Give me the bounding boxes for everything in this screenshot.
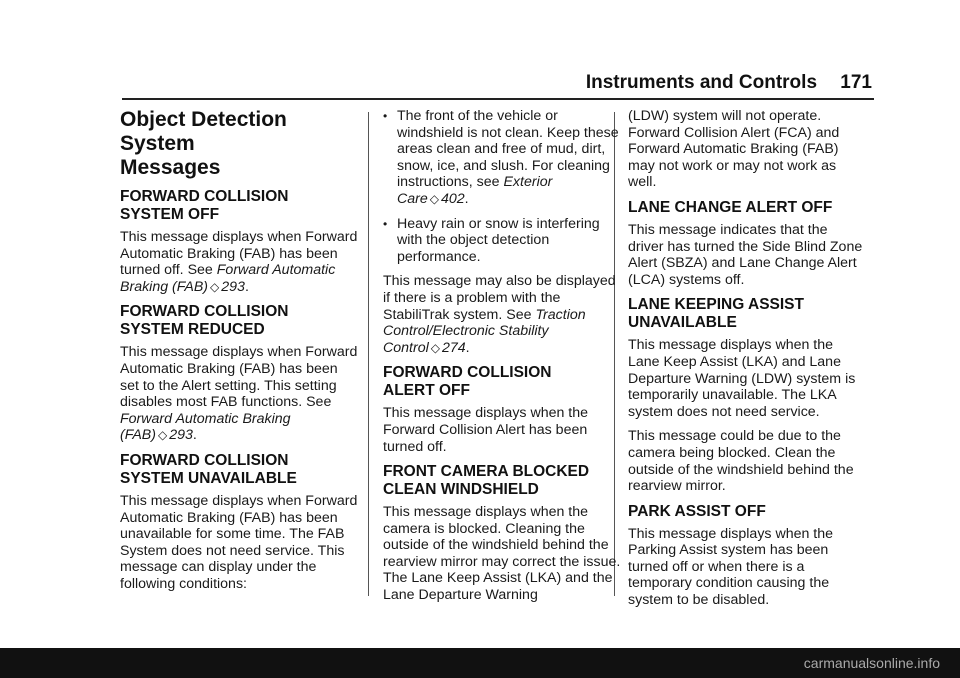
heading-park-assist-off: PARK ASSIST OFF [628,502,766,520]
para-lka-unavailable-2: This message could be due to the camera being blocked. Clean the outside of the windshield behind the rearview mirror. [628,428,854,495]
main-title: Object Detection System Messages [120,108,287,179]
page-ref[interactable]: 402 [441,190,465,207]
running-header [586,72,872,94]
list-item: • Heavy rain or snow is interfering with the object detection performance. [383,216,621,266]
page-number: 171 [840,72,872,93]
page-ref-icon: ◇ [158,428,168,443]
heading-fcs-unavailable: FORWARD COLLISION SYSTEM UNAVAILABLE [120,451,297,487]
section-title: Instruments and Controls [585,72,818,93]
para-lane-change-alert-off: This message indicates that the driver has turned the Side Blind Zone Alert (SBZA) and Lane Change Alert (LCA) systems off. [628,221,863,288]
page-ref[interactable]: 274 [441,339,466,356]
list-item: • The front of the vehicle or windshield is not clean. Keep these areas clean and free of mud, dirt, snow, ice, and slush. For cleaning instructions, see Exterior Care ◇ 402. [383,108,621,208]
page-ref-icon: ◇ [429,191,439,206]
para-lka-unavailable-1: This message displays when the Lane Keep Assist (LKA) and Lane Departure Warning (LDW) system is temporarily unavailable. The LKA system does not need service. [628,337,856,420]
para-stabilitrak: This message may also be displayed if there is a problem with the StabiliTrak system. See Traction Control/Electronic Stability Control ◇ 274. [383,273,616,356]
heading-fcs-off: FORWARD COLLISION SYSTEM OFF [120,188,289,223]
page-ref-icon: ◇ [430,340,440,355]
heading-camera-blocked: FRONT CAMERA BLOCKED CLEAN WINDSHIELD [383,463,590,499]
xref-traction-control[interactable]: Traction Control/Electronic Stability Control [383,306,586,356]
conditions-list [383,108,621,265]
para-fca-off: This message displays when the Forward Collision Alert has been turned off. [383,405,589,455]
page-ref[interactable]: 293 [169,427,193,444]
heading-fca-off: FORWARD COLLISION ALERT OFF [383,364,552,400]
para-ldw-continued: (LDW) system will not operate. Forward Collision Alert (FCA) and Forward Automatic Braking (FAB) may not work or may not work as well. [628,108,840,191]
column-2 [383,108,621,612]
xref-fab[interactable]: Forward Automatic Braking (FAB) [120,262,336,295]
watermark-text[interactable]: carmanualsonline.info [803,655,940,671]
para-fcs-reduced: This message displays when Forward Automatic Braking (FAB) has been set to the Alert setting. This setting disables most FAB functions. See Forward Automatic Braking (FAB) ◇ 293. [120,344,358,444]
heading-lka-unavailable: LANE KEEPING ASSIST UNAVAILABLE [628,296,804,332]
column-1 [120,108,358,601]
heading-lane-change-alert-off: LANE CHANGE ALERT OFF [628,198,833,216]
page-ref[interactable]: 293 [221,278,245,295]
page-ref-icon: ◇ [210,279,220,294]
para-fcs-unavailable: This message displays when Forward Automatic Braking (FAB) has been unavailable for some time. The FAB System does not need service. This message can display under the following conditions: [120,492,358,592]
column-divider-1 [368,112,369,596]
watermark-bar [0,648,960,678]
para-camera-blocked: This message displays when the camera is blocked. Cleaning the outside of the windshield behind the rearview mirror may correct the issue. The Lane Keep Assist (LKA) and the Lane Departure Warning [383,504,621,604]
header-rule [122,98,874,100]
xref-exterior-care[interactable]: Exterior Care [397,174,553,207]
para-fcs-off: This message displays when Forward Automatic Braking (FAB) has been turned off. See Forward Automatic Braking (FAB) ◇ 293. [120,229,358,295]
column-3 [628,108,866,617]
heading-fcs-reduced: FORWARD COLLISION SYSTEM REDUCED [120,303,289,339]
para-park-assist-off: This message displays when the Parking Assist system has been turned off or when there is a temporary condition causing the system to be disabled. [628,525,834,609]
xref-fab[interactable]: Forward Automatic Braking (FAB) [120,410,291,444]
